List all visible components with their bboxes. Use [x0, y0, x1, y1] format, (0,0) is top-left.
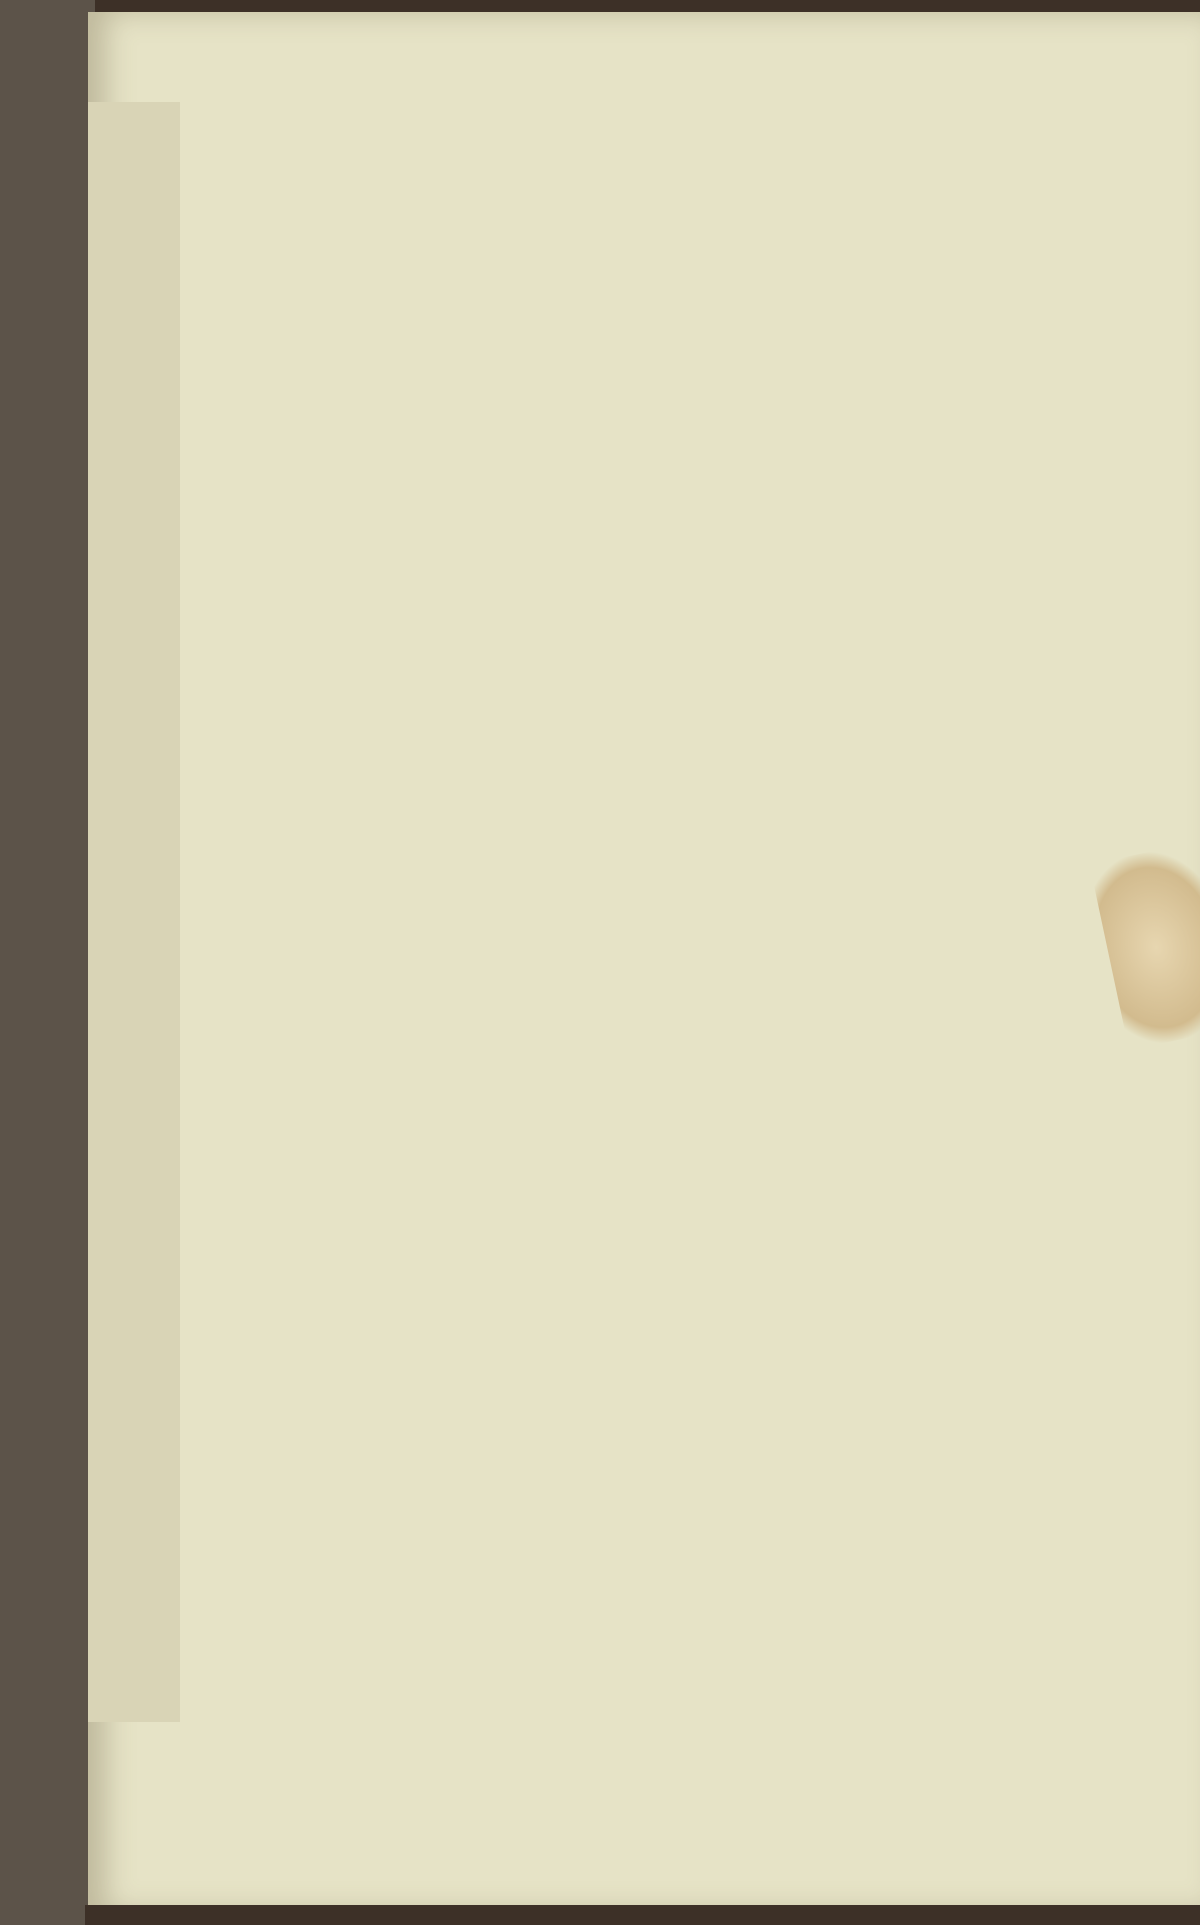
page-body — [135, 150, 935, 162]
facing-page-bleed-through — [88, 102, 180, 1722]
book-page — [88, 12, 1200, 1912]
bottom-page-edge — [85, 1905, 1200, 1925]
